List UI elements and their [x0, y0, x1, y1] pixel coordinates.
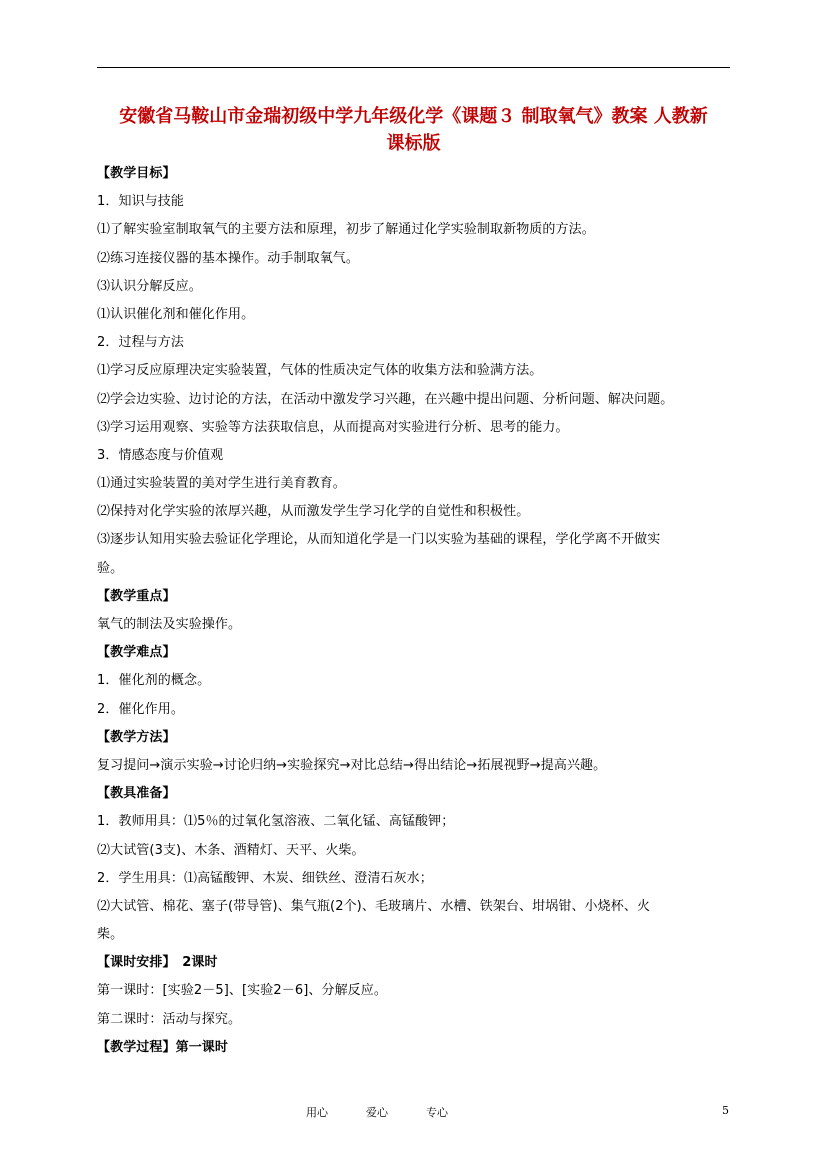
body-line: 1．知识与技能 — [97, 194, 184, 210]
body-line: ⑴学习反应原理决定实验装置，气体的性质决定气体的收集方法和验满方法。 — [97, 363, 543, 379]
body-line: 第二课时：活动与探究。 — [97, 1011, 242, 1027]
document-body — [97, 160, 737, 1062]
footer-motto — [306, 1104, 448, 1120]
header-rule — [97, 67, 730, 68]
footer-item: 专心 — [426, 1106, 448, 1119]
body-line: ⑶逐步认知用实验去验证化学理论，从而知道化学是一门以实验为基础的课程，学化学离不开做实 — [97, 532, 661, 548]
body-line: ⑵保持对化学实验的浓厚兴趣，从而激发学生学习化学的自觉性和积极性。 — [97, 504, 530, 520]
body-line: 2．过程与方法 — [97, 335, 184, 351]
section-heading: 【教学重点】 — [97, 588, 176, 604]
body-line: 2．催化作用。 — [97, 701, 184, 717]
body-line: 2．学生用具：⑴高锰酸钾、木炭、细铁丝、澄清石灰水； — [97, 870, 433, 886]
body-line: ⑶学习运用观察、实验等方法获取信息，从而提高对实验进行分析、思考的能力。 — [97, 419, 569, 435]
body-line: 1．催化剂的概念。 — [97, 673, 211, 689]
section-heading: 【教学目标】 — [97, 166, 176, 181]
body-line: 复习提问→演示实验→讨论归纳→实验探究→对比总结→得出结论→拓展视野→提高兴趣。 — [97, 757, 607, 773]
section-heading: 【教学难点】 — [97, 645, 176, 661]
section-heading: 【教学过程】第一课时 — [97, 1039, 229, 1055]
body-line: 1．教师用具：⑴5％的过氧化氢溶液、二氧化锰、高锰酸钾； — [97, 814, 455, 830]
footer-item: 用心 — [306, 1106, 328, 1119]
body-line: ⑵大试管、棉花、塞子(带导管)、集气瓶(2个)、毛玻璃片、水槽、铁架台、坩埚钳、小烧杯、火 — [97, 898, 651, 914]
footer-item: 爱心 — [366, 1106, 388, 1119]
body-line: ⑵练习连接仪器的基本操作。动手制取氧气。 — [97, 250, 360, 266]
body-line: ⑵大试管(3支)、木条、酒精灯、天平、火柴。 — [97, 842, 365, 858]
title-line-1: 安徽省马鞍山市金瑞初级中学九年级化学《课题３ 制取氧气》教案 人教新 — [119, 106, 708, 127]
body-line: 柴。 — [97, 927, 124, 943]
body-line: 第一课时：[实验2－5]、[实验2－6]、分解反应。 — [97, 983, 387, 999]
body-line: ⑴认识催化剂和催化作用。 — [97, 306, 255, 322]
body-line: ⑴了解实验室制取氧气的主要方法和原理，初步了解通过化学实验制取新物质的方法。 — [97, 222, 595, 238]
body-line: 氧气的制法及实验操作。 — [97, 617, 242, 632]
body-line: ⑵学会边实验、边讨论的方法，在活动中激发学习兴趣，在兴趣中提出问题、分析问题、解决问题。 — [97, 391, 674, 407]
section-heading: 【教具准备】 — [97, 786, 176, 802]
body-line: 验。 — [97, 560, 124, 576]
body-line: 3．情感态度与价值观 — [97, 447, 224, 463]
title-line-2: 课标版 — [386, 133, 441, 154]
page-number: 5 — [722, 1104, 729, 1117]
body-line: ⑶认识分解反应。 — [97, 278, 202, 294]
section-heading: 【教学方法】 — [97, 729, 176, 745]
body-line: ⑴通过实验装置的美对学生进行美育教育。 — [97, 476, 346, 492]
document-title — [97, 103, 730, 157]
section-heading: 【课时安排】 2课时 — [97, 955, 218, 971]
